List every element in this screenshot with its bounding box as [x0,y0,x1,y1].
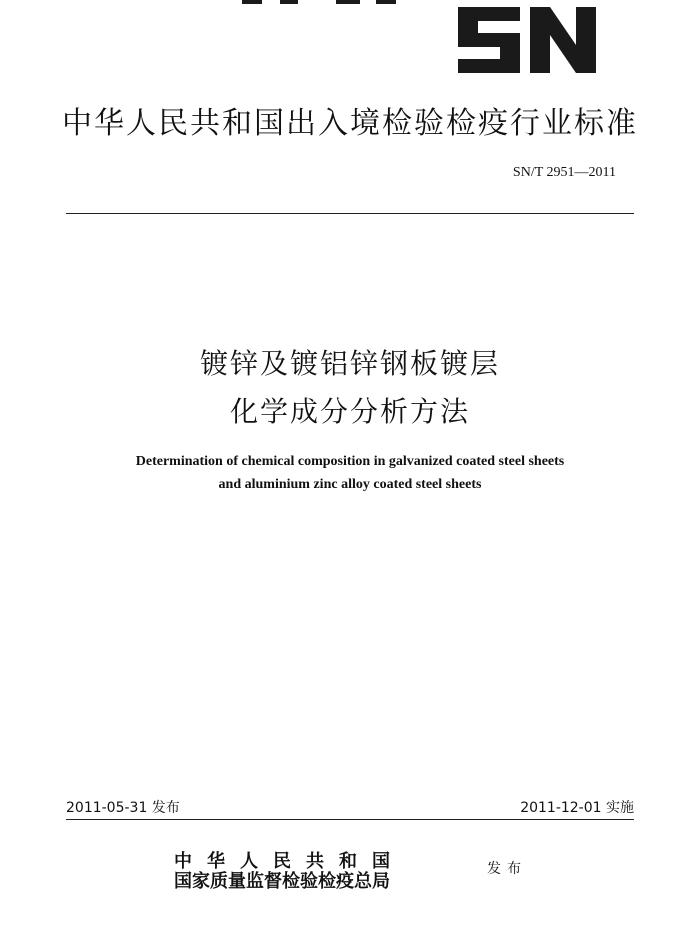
issuer-agency: 国家质量监督检验检疫总局 [174,871,390,892]
org-title: 中华人民共和国出入境检验检疫行业标准 [62,106,638,141]
title-english [0,450,700,496]
standard-code: SN/T 2951—2011 [512,165,616,180]
logo-top-fragment [240,0,400,6]
title-chinese-line-2: 化学成分分析方法 [229,395,470,428]
sn-logo-graphic [458,7,596,73]
publish-date: 2011-05-31 发布 [66,800,180,816]
title-english-line-1: Determination of chemical composition in galvanized coated steel sheets [135,454,565,469]
implement-date: 2011-12-01 实施 [520,800,634,816]
header-divider [66,213,634,214]
footer-divider [66,819,634,820]
issued-label: 发布 [487,861,527,877]
title-chinese [0,340,700,436]
title-chinese-line-1: 镀锌及镀铝锌钢板镀层 [199,347,500,380]
sn-logo [458,7,596,73]
issuer-country: 中华人民共和国 [174,851,405,872]
title-english-line-2: and aluminium zinc alloy coated steel sheets [218,477,482,492]
